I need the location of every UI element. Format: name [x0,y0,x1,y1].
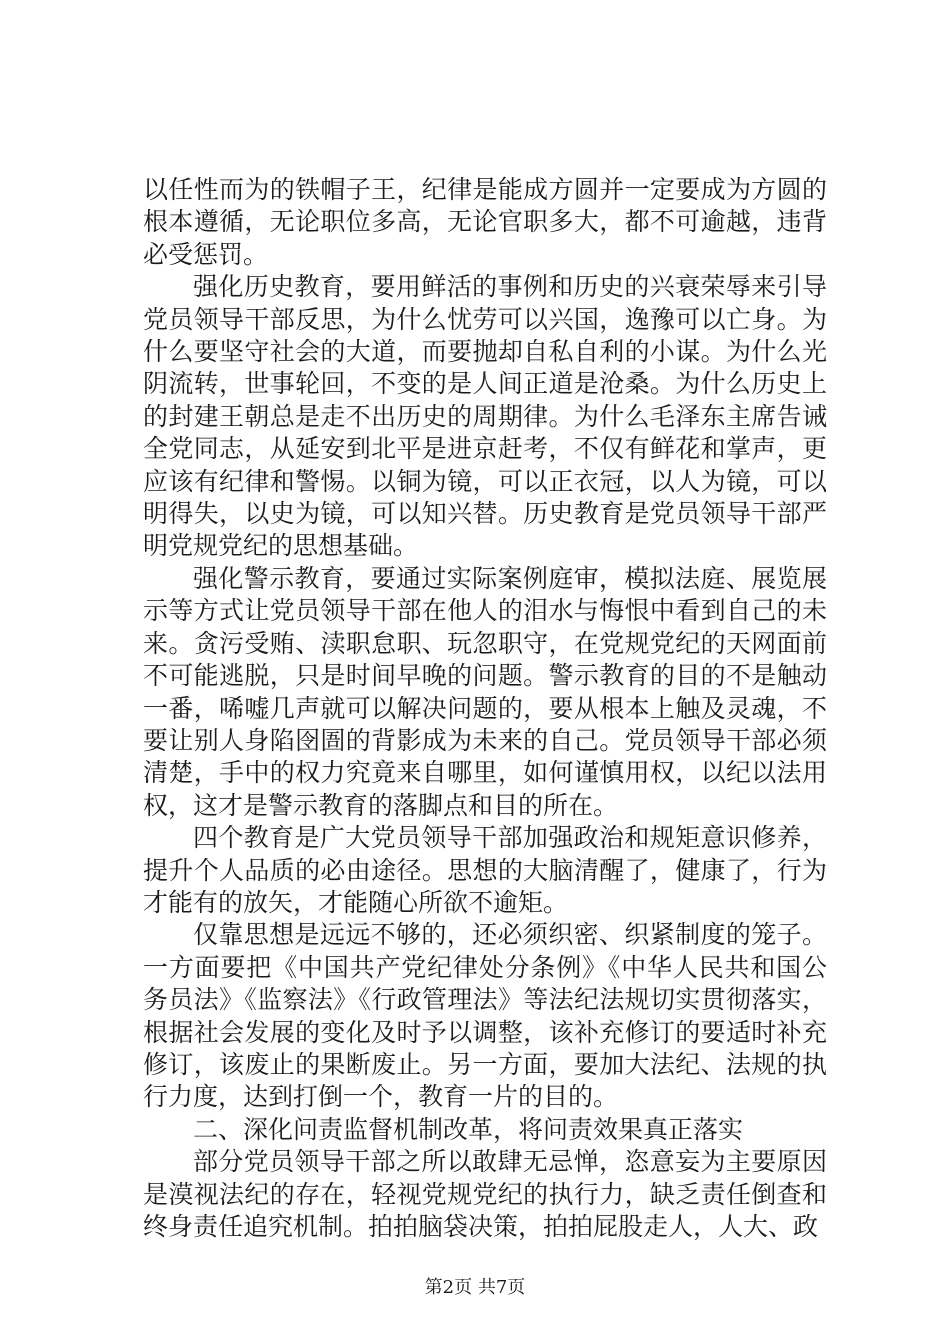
paragraph-four-educations: 四个教育是广大党员领导干部加强政治和规矩意识修养，提升个人品质的必由途径。思想的大脑清醒了，健康了，行为才能有的放矢，才能随心所欲不逾矩。 [143,823,827,917]
page-footer: 第2页 共7页 [424,1277,526,1298]
document-body [143,174,827,1243]
paragraph-history-education: 强化历史教育，要用鲜活的事例和历史的兴衰荣辱来引导党员领导干部反思，为什么忧劳可以兴国，逸豫可以亡身。为什么要坚守社会的大道，而要抛却自私自利的小谋。为什么光阴流转，世事轮回，不变的是人间正道是沧桑。为什么历史上的封建王朝总是走不出历史的周期律。为什么毛泽东主席告诫全党同志，从延安到北平是进京赶考，不仅有鲜花和掌声，更应该有纪律和警惕。以铜为镜，可以正衣冠，以人为镜，可以明得失，以史为镜，可以知兴替。历史教育是党员领导干部严明党规党纪的思想基础。 [143,272,827,561]
paragraph-system-cage: 仅靠思想是远远不够的，还必须织密、织紧制度的笼子。一方面要把《中国共产党纪律处分条例》《中华人民共和国公务员法》《监察法》《行政管理法》等法纪法规切实贯彻落实，根据社会发展的变化及时予以调整，该补充修订的要适时补充修订，该废止的果断废止。另一方面，要加大法纪、法规的执行力度，达到打倒一个，教育一片的目的。 [143,920,827,1112]
paragraph-warning-education: 强化警示教育，要通过实际案例庭审，模拟法庭、展览展示等方式让党员领导干部在他人的泪水与悔恨中看到自己的未来。贪污受贿、渎职怠职、玩忽职守，在党规党纪的天网面前不可能逃脱，只是时间早晚的问题。警示教育的目的不是触动一番，唏嘘几声就可以解决问题的，要从根本上触及灵魂，不要让别人身陷囹圄的背影成为未来的自己。党员领导干部必须清楚，手中的权力究竟来自哪里，如何谨慎用权，以纪以法用权，这才是警示教育的落脚点和目的所在。 [143,563,827,820]
paragraph-continuation: 以任性而为的铁帽子王，纪律是能成方圆并一定要成为方圆的根本遵循，无论职位多高，无论官职多大，都不可逾越，违背必受惩罚。 [143,175,827,269]
section-heading: 二、深化问责监督机制改革，将问责效果真正落实 [193,1114,744,1144]
paragraph-accountability: 部分党员领导干部之所以敢肆无忌惮，恣意妄为主要原因是漠视法纪的存在，轻视党规党纪的执行力，缺乏责任倒查和终身责任追究机制。拍拍脑袋决策，拍拍屁股走人，人大、政 [143,1147,827,1241]
